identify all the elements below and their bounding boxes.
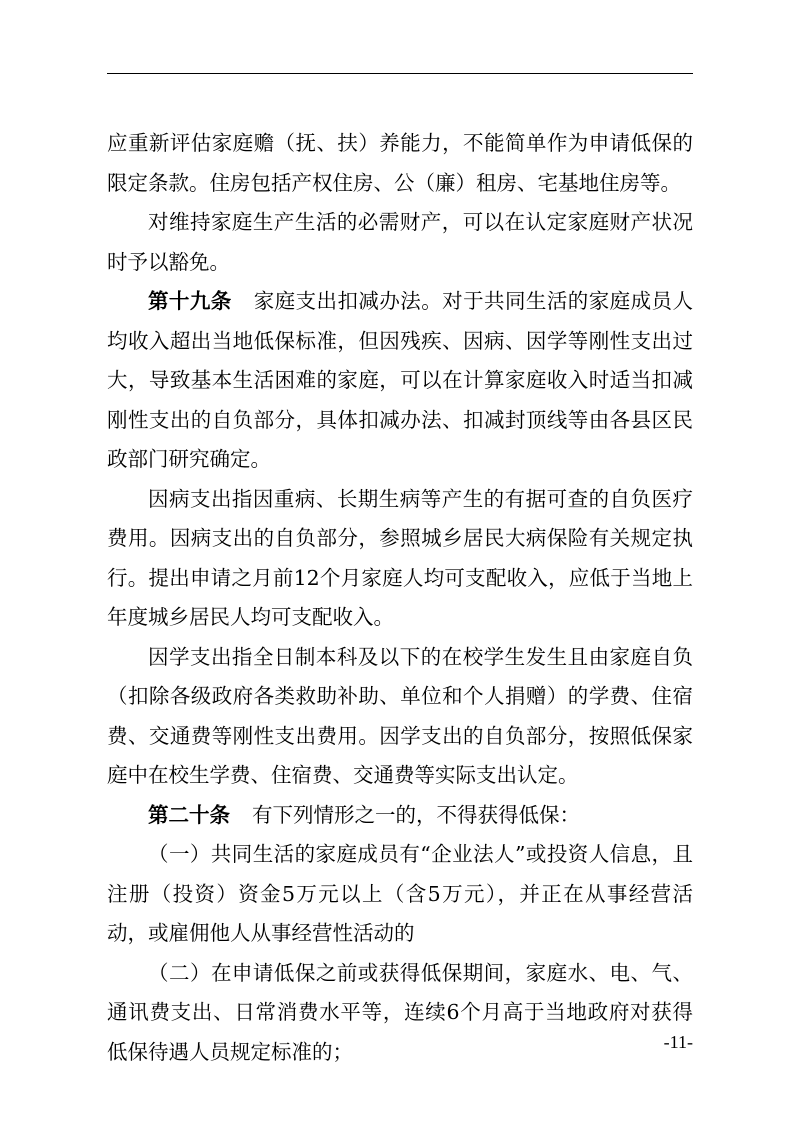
list-item — [107, 954, 693, 1073]
document-body — [107, 124, 693, 1072]
paragraph-text: 对维持家庭生产生活的必需财产，可以在认定家庭财产状况时予以豁免。 — [107, 210, 693, 274]
paragraph-text: 因病支出指因重病、长期生病等产生的有据可查的自负医疗费用。因病支出的自负部分，参照城乡居民大病保险有关规定执行。提出申请之月前12个月家庭人均可支配收入，应低于当地上年度城乡居民人均可支配收入。 — [107, 486, 693, 629]
paragraph-text: 有下列情形之一的，不得获得低保： — [252, 802, 580, 827]
list-item — [107, 835, 693, 954]
header-rule — [107, 73, 693, 74]
page-number: -11- — [663, 1032, 693, 1052]
paragraph-text: 应重新评估家庭赡（抚、扶）养能力，不能简单作为申请低保的限定条款。住房包括产权住房、公（廉）租房、宅基地住房等。 — [107, 131, 693, 195]
article-number: 第二十条 — [148, 802, 230, 827]
paragraph — [107, 203, 693, 282]
article-19 — [107, 282, 693, 480]
paragraph — [107, 480, 693, 638]
paragraph — [107, 638, 693, 796]
paragraph-text: 因学支出指全日制本科及以下的在校学生发生且由家庭自负（扣除各级政府各类救助补助、单位和个人捐赠）的学费、住宿费、交通费等刚性支出费用。因学支出的自负部分，按照低保家庭中在校生学费、住宿费、交通费等实际支出认定。 — [107, 644, 693, 787]
paragraph — [107, 124, 693, 203]
paragraph-text: （一）共同生活的家庭成员有“企业法人”或投资人信息，且注册（投资）资金5万元以上（含5万元），并正在从事经营活动，或雇佣他人从事经营性活动的 — [107, 842, 693, 945]
article-20 — [107, 796, 693, 836]
paragraph-text: 家庭支出扣减办法。对于共同生活的家庭成员人均收入超出当地低保标准，但因残疾、因病、因学等刚性支出过大，导致基本生活困难的家庭，可以在计算家庭收入时适当扣减刚性支出的自负部分，具体扣减办法、扣减封顶线等由各县区民政部门研究确定。 — [107, 289, 693, 471]
paragraph-text: （二）在申请低保之前或获得低保期间，家庭水、电、气、通讯费支出、日常消费水平等，连续6个月高于当地政府对获得低保待遇人员规定标准的； — [107, 960, 693, 1064]
article-number: 第十九条 — [148, 289, 232, 313]
